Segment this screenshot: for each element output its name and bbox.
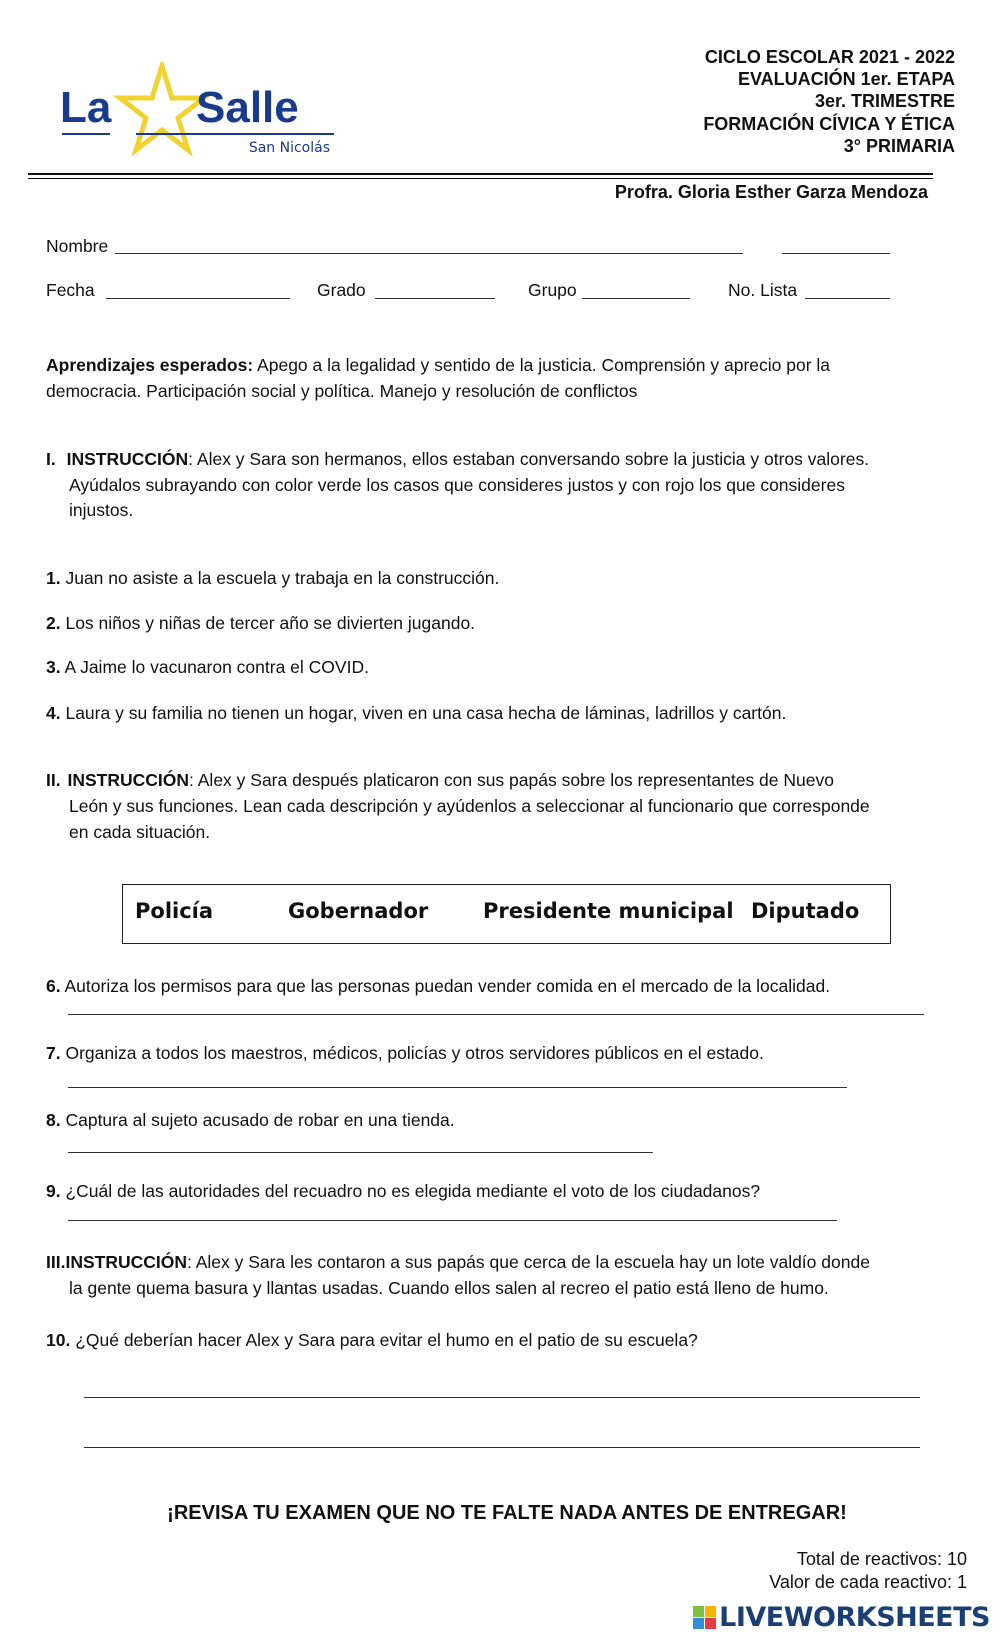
name-label: Nombre — [46, 236, 109, 256]
instruction-label: INSTRUCCIÓN — [67, 770, 189, 790]
answer-line[interactable] — [68, 1152, 653, 1153]
reminder-text: ¡REVISA TU EXAMEN QUE NO TE FALTE NADA ANTES DE ENTREGAR! — [167, 1502, 847, 1524]
date-field[interactable] — [106, 298, 290, 299]
svg-text:San Nicolás: San Nicolás — [248, 140, 330, 156]
header-line: CICLO ESCOLAR 2021 - 2022 — [704, 47, 955, 67]
question-item[interactable]: 3. A Jaime lo vacunaron contra el COVID. — [46, 657, 369, 677]
instruction-text: Ayúdalos subrayando con color verde los casos que consideres justos y con rojo los que consideres — [69, 475, 845, 495]
grade-label: Grado — [317, 280, 366, 300]
name-field[interactable] — [115, 253, 743, 254]
group-field[interactable] — [582, 298, 690, 299]
question-item: 8. Captura al sujeto acusado de robar en una tienda. — [46, 1110, 455, 1130]
learning-goals-text: Apego a la legalidad y sentido de la justicia. Comprensión y aprecio por la — [253, 355, 831, 375]
list-number-label: No. Lista — [728, 280, 798, 300]
header-divider — [28, 178, 933, 179]
svg-text:Salle: Salle — [196, 83, 299, 132]
header-line: EVALUACIÓN 1er. ETAPA — [737, 69, 955, 89]
question-item: 9. ¿Cuál de las autoridades del recuadro no es elegida mediante el voto de los ciudadanos? — [46, 1181, 761, 1201]
teacher-name: Profra. Gloria Esther Garza Mendoza — [614, 182, 928, 202]
question-item[interactable]: 4. Laura y su familia no tienen un hogar, viven en una casa hecha de láminas, ladrillos y cartón. — [46, 703, 787, 723]
header-line: 3° PRIMARIA — [843, 136, 955, 156]
option-gobernador: Gobernador — [288, 899, 429, 923]
group-label: Grupo — [528, 280, 577, 300]
answer-line[interactable] — [68, 1220, 837, 1221]
learning-goals-label: Aprendizajes esperados: — [46, 355, 254, 375]
question-item: 10. ¿Qué deberían hacer Alex y Sara para evitar el humo en el patio de su escuela? — [46, 1330, 698, 1350]
answer-line[interactable] — [84, 1447, 920, 1448]
instruction-text: en cada situación. — [69, 822, 211, 842]
section-number: II. — [46, 770, 61, 790]
watermark-text: LIVEWORKSHEETS — [719, 1602, 990, 1633]
question-item[interactable]: 1. Juan no asiste a la escuela y trabaja en la construcción. — [46, 568, 500, 588]
item-value: Valor de cada reactivo: 1 — [769, 1572, 967, 1592]
instruction-text: León y sus funciones. Lean cada descripción y ayúdenlos a seleccionar al funcionario que corresponde — [69, 796, 870, 816]
answer-line[interactable] — [84, 1397, 920, 1398]
total-items: Total de reactivos: 10 — [796, 1549, 967, 1569]
instruction-text: : Alex y Sara son hermanos, ellos estaban conversando sobre la justicia y otros valores. — [188, 449, 870, 469]
instruction-text: : Alex y Sara les contaron a sus papás que cerca de la escuela hay un lote valdío donde — [186, 1252, 870, 1272]
school-logo — [58, 62, 348, 162]
section-3-instruction — [46, 1252, 870, 1272]
learning-goals-text: democracia. Participación social y política. Manejo y resolución de conflictos — [46, 381, 638, 401]
learning-goals — [46, 355, 830, 375]
question-item: 6. Autoriza los permisos para que las personas puedan vender comida en el mercado de la localidad. — [46, 976, 831, 996]
officials-box — [122, 884, 891, 944]
section-number: I. — [46, 449, 56, 469]
header-line: 3er. TRIMESTRE — [814, 91, 955, 111]
option-policia: Policía — [135, 899, 214, 923]
answer-line[interactable] — [68, 1014, 924, 1015]
header-line: FORMACIÓN CÍVICA Y ÉTICA — [703, 114, 955, 134]
date-label: Fecha — [46, 280, 95, 300]
score-field[interactable] — [782, 253, 890, 254]
section-1-instruction — [46, 449, 869, 469]
header-divider — [28, 173, 933, 175]
question-item[interactable]: 2. Los niños y niñas de tercer año se divierten jugando. — [46, 613, 476, 633]
section-number: III. — [46, 1252, 66, 1272]
question-item: 7. Organiza a todos los maestros, médicos, policías y otros servidores públicos en el estado. — [46, 1043, 764, 1063]
instruction-label: INSTRUCCIÓN — [65, 1252, 187, 1272]
list-number-field[interactable] — [805, 298, 890, 299]
liveworksheets-logo — [693, 1602, 990, 1633]
svg-text:La: La — [60, 83, 112, 132]
section-2-instruction — [46, 770, 834, 790]
instruction-text: : Alex y Sara después platicaron con sus papás sobre los representantes de Nuevo — [189, 770, 834, 790]
answer-line[interactable] — [68, 1087, 847, 1088]
instruction-text: injustos. — [69, 500, 134, 520]
grade-field[interactable] — [375, 298, 495, 299]
option-presidente-municipal: Presidente municipal — [483, 899, 734, 923]
live-blocks-icon — [693, 1606, 716, 1629]
instruction-text: la gente quema basura y llantas usadas. Cuando ellos salen al recreo el patio está lleno de humo. — [69, 1278, 829, 1298]
option-diputado: Diputado — [751, 899, 860, 923]
instruction-label: INSTRUCCIÓN — [66, 449, 189, 469]
